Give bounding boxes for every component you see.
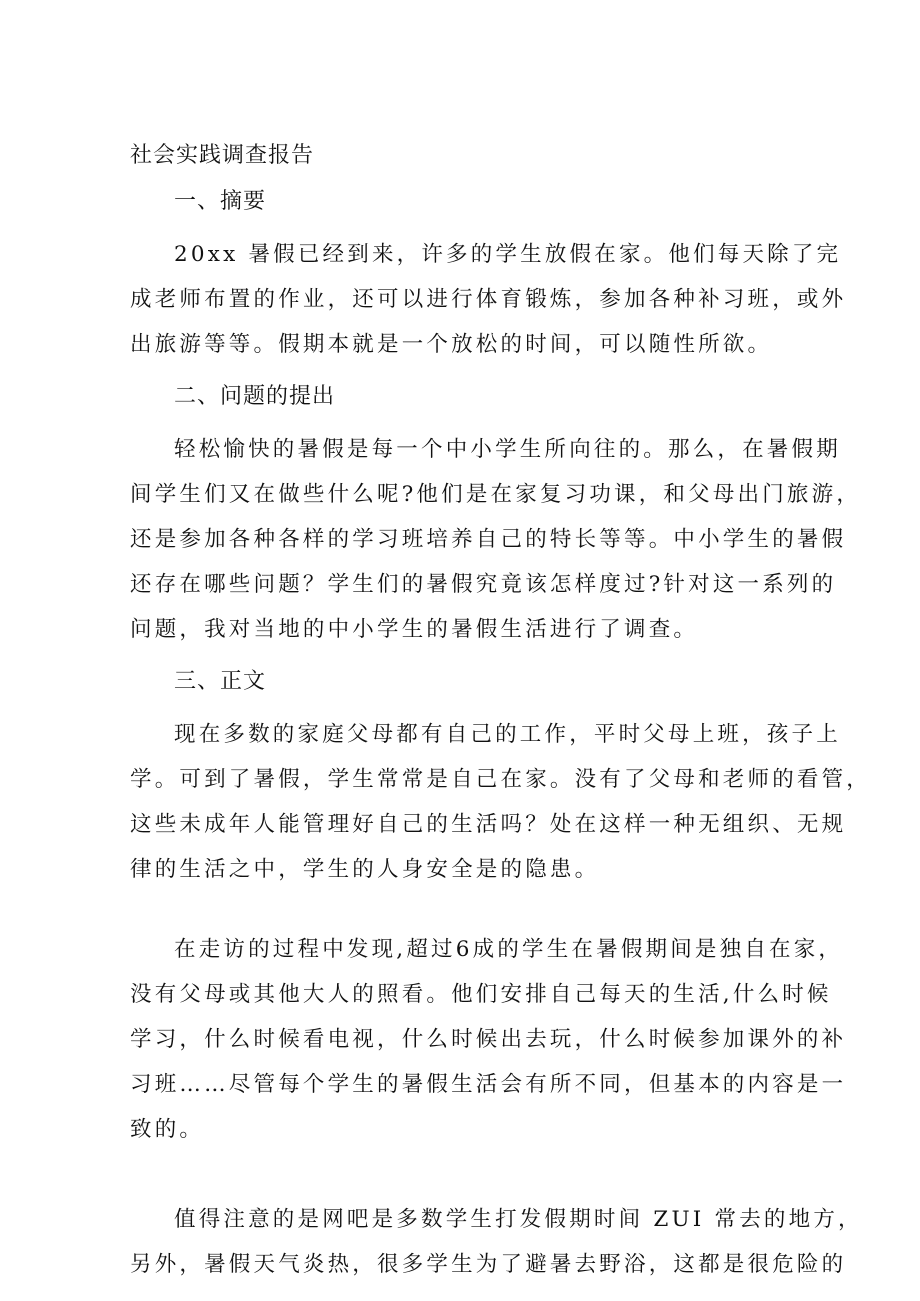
document-body (130, 140, 872, 1287)
paragraph-body-2 (130, 927, 847, 1152)
text-line: 学。可到了暑假，学生常常是自己在家。没有了父母和老师的看管， (130, 767, 872, 792)
text-line: 在走访的过程中发现,超过6成的学生在暑假期间是独自在家， (174, 937, 844, 962)
text-line: 现在多数的家庭父母都有自己的工作，平时父母上班，孩子上 (174, 722, 841, 747)
text-line: 没有父母或其他大人的照看。他们安排自己每天的生活,什么时候 (130, 982, 832, 1007)
paragraph-problem (130, 427, 862, 652)
text-line: 值得注意的是网吧是多数学生打发假期时间 ZUI 常去的地方， (174, 1207, 863, 1232)
document-title: 社会实践调查报告 (130, 143, 315, 168)
text-line: 致的。 (130, 1117, 205, 1142)
text-line: 出旅游等等。假期本就是一个放松的时间，可以随性所欲。 (130, 332, 773, 357)
section-heading-abstract: 一、摘要 (174, 189, 267, 214)
text-line: 问题，我对当地的中小学生的暑假生活进行了调查。 (130, 617, 699, 642)
text-line: 还是参加各种各样的学习班培养自己的特长等等。中小学生的暑假 (130, 527, 847, 552)
text-line: 轻松愉快的暑假是每一个中小学生所向往的。那么，在暑假期 (174, 437, 841, 462)
section-heading-body: 三、正文 (174, 669, 267, 694)
paragraph-body-3 (130, 1197, 863, 1287)
text-line: 还存在哪些问题？学生们的暑假究竟该怎样度过?针对这一系列的 (130, 572, 837, 597)
text-line: 学习，什么时候看电视，什么时候出去玩，什么时候参加课外的补 (130, 1027, 847, 1052)
paragraph-abstract (130, 232, 847, 367)
text-line: 20xx 暑假已经到来，许多的学生放假在家。他们每天除了完 (174, 242, 842, 267)
text-line: 这些未成年人能管理好自己的生活吗？处在这样一种无组织、无规 (130, 812, 847, 837)
text-line: 间学生们又在做些什么呢?他们是在家复习功课，和父母出门旅游， (130, 482, 862, 507)
text-line: 律的生活之中，学生的人身安全是的隐患。 (130, 857, 600, 882)
paragraph-body-1 (130, 712, 872, 892)
text-line: 另外，暑假天气炎热，很多学生为了避暑去野浴，这都是很危险的 (130, 1252, 847, 1277)
text-line: 习班……尽管每个学生的暑假生活会有所不同，但基本的内容是一 (130, 1072, 847, 1097)
section-heading-problem: 二、问题的提出 (174, 384, 336, 409)
text-line: 成老师布置的作业，还可以进行体育锻炼，参加各种补习班，或外 (130, 287, 847, 312)
